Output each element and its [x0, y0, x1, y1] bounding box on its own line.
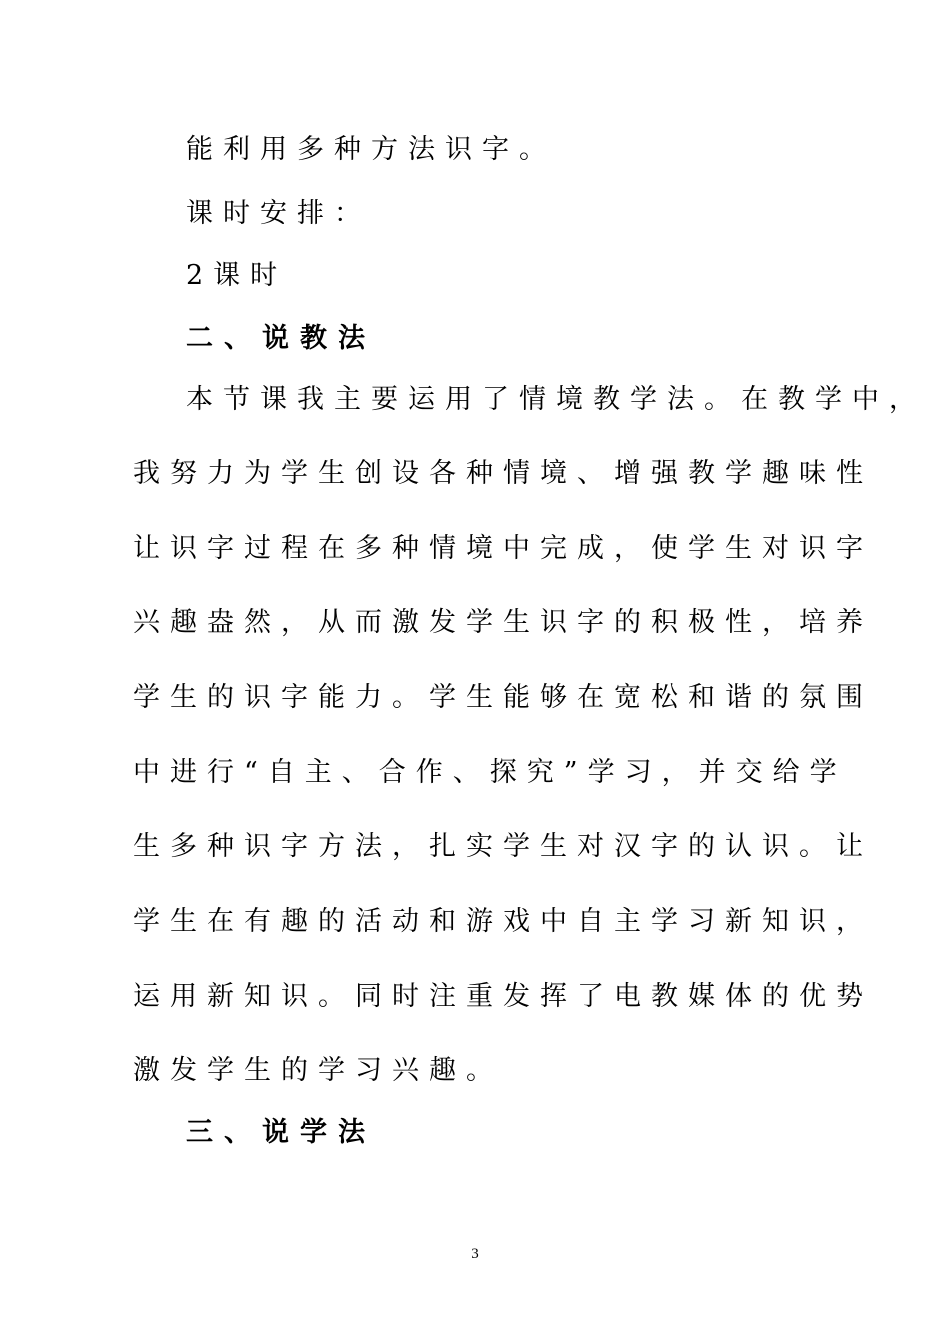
paragraph-line: 本节课我主要运用了情境教学法。在教学中， [186, 384, 926, 415]
paragraph-line: 学生的识字能力。学生能够在宽松和谐的氛围 [133, 682, 873, 713]
paragraph-line: 我努力为学生创设各种情境、增强教学趣味性 [133, 458, 873, 489]
paragraph-line: 运用新知识。同时注重发挥了电教媒体的优势 [133, 981, 873, 1012]
paragraph-line: 激发学生的学习兴趣。 [133, 1055, 503, 1086]
paragraph-line: 让识字过程在多种情境中完成，使学生对识字 [133, 533, 873, 564]
text-line-schedule-value: 2课时 [186, 260, 288, 291]
paragraph-line: 中进行“自主、合作、探究”学习，并交给学 [133, 757, 847, 788]
paragraph-line: 兴趣盎然，从而激发学生识字的积极性，培养 [133, 607, 873, 638]
text-line-method-recognition: 能利用多种方法识字。 [186, 134, 556, 165]
text-line-schedule-label: 课时安排： [186, 198, 371, 229]
section-heading-teaching-method: 二、说教法 [186, 323, 376, 354]
paragraph-line: 学生在有趣的活动和游戏中自主学习新知识， [133, 906, 873, 937]
section-heading-learning-method: 三、说学法 [186, 1117, 376, 1148]
page-number: 3 [471, 1246, 479, 1262]
paragraph-line: 生多种识字方法，扎实学生对汉字的认识。让 [133, 831, 873, 862]
